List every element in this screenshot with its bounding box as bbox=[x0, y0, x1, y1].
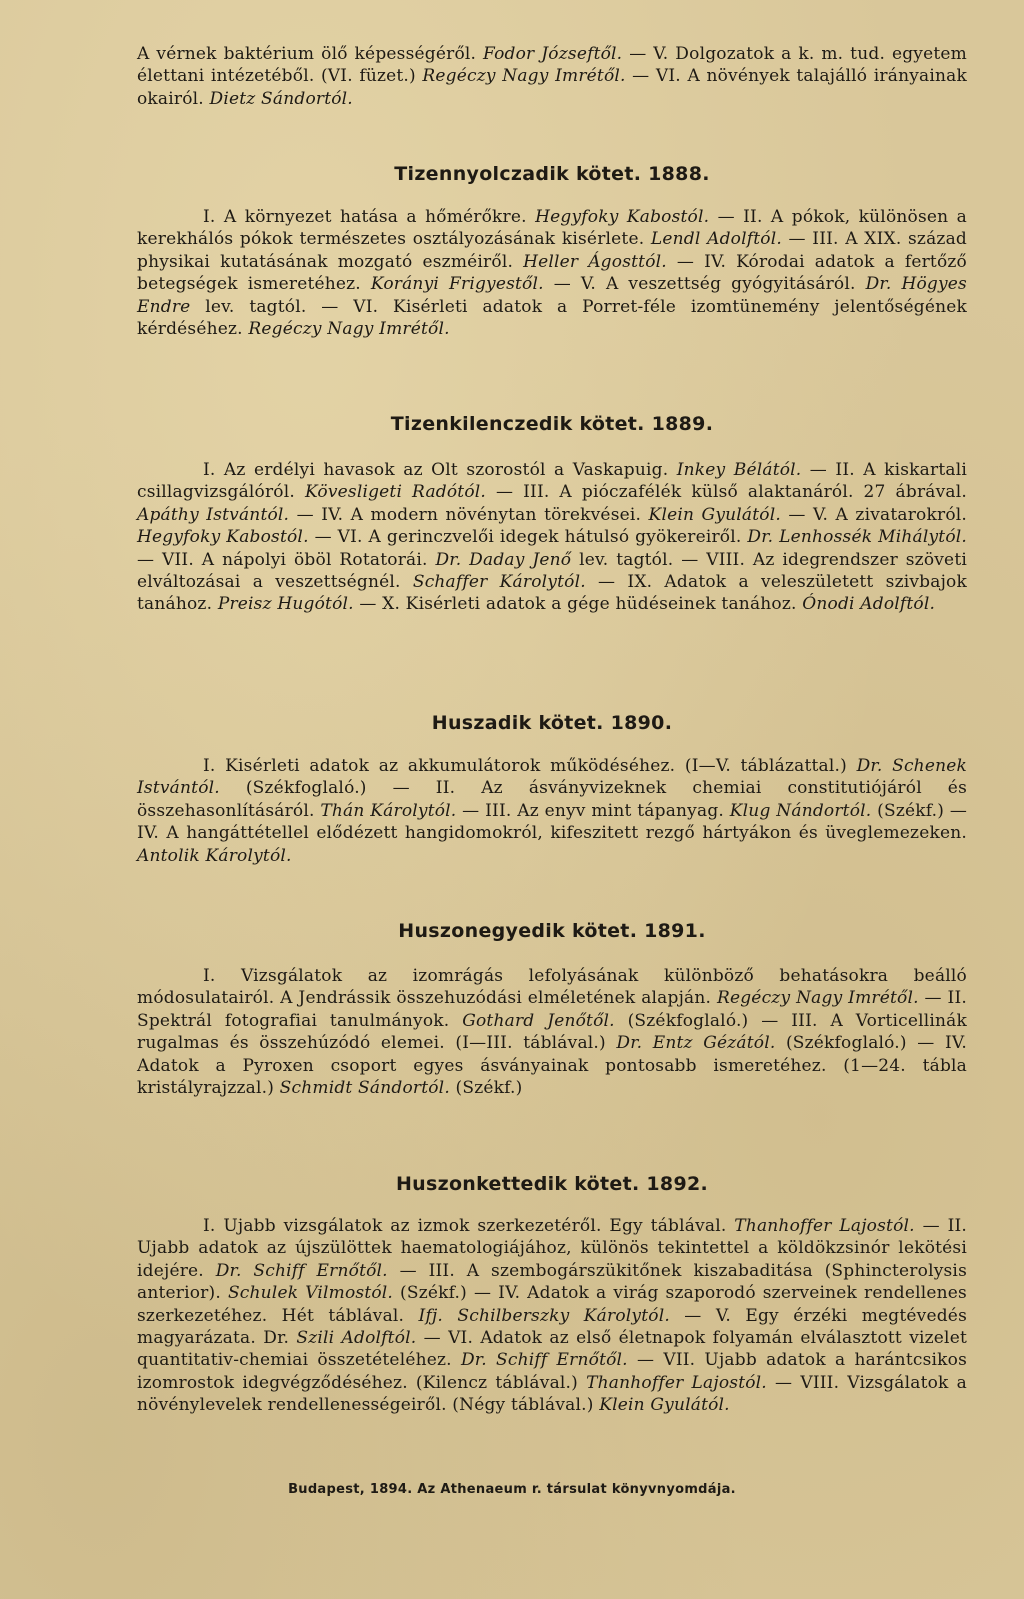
entry-text: — II. Spektrál fotografiai tanulmányok. bbox=[137, 988, 967, 1031]
entry-text: — V. A zivatarokról. bbox=[780, 504, 967, 525]
author-name: Klein Gyulától. bbox=[648, 504, 781, 525]
volume-entries bbox=[137, 459, 967, 616]
volume-heading: Huszonegyedik kötet. 1891. bbox=[398, 920, 706, 942]
author-name: Dr. Schiff Ernőtől. bbox=[215, 1260, 388, 1281]
volume-entries bbox=[137, 965, 967, 1099]
author-name: Dietz Sándortól. bbox=[209, 88, 353, 109]
author-name: Ifj. Schilberszky Károlytól. bbox=[418, 1305, 670, 1326]
entry-text: — VI. A növények talajálló irányainak okairól. bbox=[137, 66, 967, 109]
volume-heading: Huszadik kötet. 1890. bbox=[431, 712, 673, 734]
entry-text: — III. A szembogárszükitőnek kiszabaditása (Sphincterolysis anterior). bbox=[137, 1260, 967, 1304]
entry-text: — IX. Adatok a veleszületett szivbajok tanához. bbox=[137, 572, 967, 615]
volume-heading: Tizennyolczadik kötet. 1888. bbox=[394, 163, 710, 185]
author-name: Fodor Józseftől. bbox=[483, 44, 623, 64]
author-name: Schulek Vilmostól. bbox=[227, 1283, 394, 1304]
page-content bbox=[137, 40, 967, 1460]
author-name: Dr. Schiff Ernőtől. bbox=[460, 1350, 628, 1371]
entry-text: — X. Kisérleti adatok a gége hüdéseinek tanához. bbox=[353, 594, 803, 615]
author-name: Regéczy Nagy Imrétől. bbox=[248, 319, 450, 340]
author-name: Regéczy Nagy Imrétől. bbox=[422, 66, 626, 87]
entry-text: (Székfoglaló.) — II. Az ásványvizeknek chemiai constitutiójáról és összehasonlításáról. bbox=[137, 778, 967, 821]
author-name: Thanhoffer Lajostól. bbox=[734, 1216, 915, 1236]
author-name: Inkey Bélától. bbox=[676, 460, 802, 480]
author-name: Hegyfoky Kabostól. bbox=[137, 527, 309, 548]
printer-footer: Budapest, 1894. Az Athenaeum r. társulat könyvnyomdája. bbox=[288, 1482, 736, 1497]
volume-heading: Huszonkettedik kötet. 1892. bbox=[395, 1173, 709, 1195]
volume-entries bbox=[137, 1215, 967, 1417]
entry-text: A vérnek baktérium ölő képességéről. bbox=[137, 44, 484, 64]
entry-text: — V. A veszettség gyógyitásáról. bbox=[543, 274, 866, 295]
entry-text: I. Kisérleti adatok az akkumulátorok működéséhez. (I—V. táblázattal.) bbox=[203, 756, 857, 776]
author-name: Kövesligeti Radótól. bbox=[304, 482, 487, 503]
entry-text: — VIII. Vizsgálatok a növénylevelek rendellenességeiről. (Négy táblával.) bbox=[137, 1372, 968, 1416]
author-name: Schmidt Sándortól. bbox=[279, 1078, 450, 1099]
author-name: Dr. Schenek Istvántól. bbox=[137, 756, 967, 799]
author-name: Hegyfoky Kabostól. bbox=[535, 207, 710, 227]
entry-text: — III. A pióczafélék külső alaktanáról. 27 ábrával. bbox=[486, 482, 967, 503]
author-name: Dr. Daday Jenő bbox=[435, 549, 572, 570]
volume-entries bbox=[137, 755, 967, 867]
author-name: Dr. Högyes Endre bbox=[137, 274, 967, 317]
author-name: Dr. Lenhossék Mihálytól. bbox=[747, 527, 967, 548]
intro-paragraph bbox=[137, 43, 967, 110]
author-name: Thanhoffer Lajostól. bbox=[586, 1372, 767, 1393]
author-name: Regéczy Nagy Imrétől. bbox=[716, 988, 919, 1009]
entry-text: (Székfoglaló.) — III. A Vorticellinák rugalmas és összehúzódó elemei. (I—III. táblával.) bbox=[137, 1010, 967, 1054]
author-name: Apáthy Istvántól. bbox=[137, 504, 290, 525]
entry-text: — V. Dolgozatok a k. m. tud. egyetem élettani intézetéből. (VI. füzet.) bbox=[137, 44, 967, 87]
volume-entries bbox=[137, 206, 967, 340]
entry-text: — VII. Ujabb adatok a harántcsikos izomrostok idegvégződéséhez. (Kilencz táblával.) bbox=[137, 1350, 967, 1393]
author-name: Ónodi Adolftól. bbox=[802, 594, 936, 615]
author-name: Klein Gyulától. bbox=[599, 1395, 730, 1416]
entry-text: — IV. Kórodai adatok a fertőző betegségek ismeretéhez. bbox=[137, 251, 967, 295]
entry-text: — IV. A modern növénytan törekvései. bbox=[289, 504, 649, 525]
entry-text: — III. Az enyv mint tápanyag. bbox=[456, 800, 730, 821]
entry-text: I. Az erdélyi havasok az Olt szorostól a Vaskapuig. bbox=[203, 460, 677, 480]
author-name: Gothard Jenőtől. bbox=[462, 1010, 615, 1031]
author-name: Thán Károlytól. bbox=[320, 800, 457, 821]
entry-text: — III. A XIX. század physikai kutatásának mozgató eszméiről. bbox=[137, 229, 967, 272]
author-name: Antolik Károlytól. bbox=[137, 845, 292, 866]
entry-text: (Székf.) — IV. A hangáttétellel elődézett hangidomokról, kifeszitett rezgő hártyákon és üveglemezeken. bbox=[137, 800, 968, 844]
entry-text: (Székf.) — IV. Adatok a virág szaporodó szerveinek rendellenes szerkezetéhez. Hét táblával. bbox=[137, 1283, 967, 1326]
author-name: Szili Adolftól. bbox=[296, 1328, 417, 1349]
entry-text: — VII. A nápolyi öböl Rotatorái. bbox=[137, 549, 436, 570]
entry-text: lev. tagtól. — VIII. Az idegrendszer szöveti elváltozásai a veszettségnél. bbox=[137, 549, 967, 593]
entry-text: — II. A kiskartali csillagvizsgálóról. bbox=[137, 460, 967, 503]
entry-text: — II. Ujabb adatok az újszülöttek haematologiájához, különös tekintettel a köldökzsinór lekötési idejére. bbox=[137, 1216, 967, 1281]
entry-text: I. Ujabb vizsgálatok az izmok szerkezetéről. Egy táblával. bbox=[203, 1216, 735, 1236]
entry-text: — II. A pókok, különösen a kerekhálós pókok természetes osztályozásának kisérlete. bbox=[137, 207, 967, 250]
entry-text: I. A környezet hatása a hőmérőkre. bbox=[203, 207, 536, 227]
entry-text: (Székfoglaló.) — IV. Adatok a Pyroxen csoport egyes ásványainak pontosabb ismeretéhez. (1—24. tábla kristályrajzzal.) bbox=[137, 1033, 967, 1099]
entry-text: (Székf.) bbox=[449, 1078, 523, 1099]
entry-text: — VI. Adatok az első életnapok folyamán elválasztott vizelet quantitativ-chemiai összetételéhez. bbox=[137, 1328, 967, 1371]
volume-heading: Tizenkilenczedik kötet. 1889. bbox=[390, 413, 714, 435]
author-name: Preisz Hugótól. bbox=[217, 594, 354, 615]
author-name: Heller Ágosttól. bbox=[523, 251, 667, 272]
author-name: Korányi Frigyestől. bbox=[370, 274, 544, 295]
entry-text: lev. tagtól. — VI. Kisérleti adatok a Porret-féle izomtünemény jelentőségének kérdéséhez. bbox=[137, 296, 967, 340]
author-name: Lendl Adolftól. bbox=[650, 229, 782, 250]
author-name: Schaffer Károlytól. bbox=[412, 572, 586, 593]
entry-text: — V. Egy érzéki megtévedés magyarázata. Dr. bbox=[137, 1305, 967, 1349]
author-name: Klug Nándortól. bbox=[729, 800, 872, 821]
author-name: Dr. Entz Gézától. bbox=[616, 1033, 776, 1054]
entry-text: I. Vizsgálatok az izomrágás lefolyásának különböző behatásokra beálló módosulatairól. A Jendrássik összehuzódási elméletének alapján. bbox=[137, 966, 967, 1009]
entry-text: — VI. A gerinczvelői idegek hátulsó gyökereiről. bbox=[308, 527, 748, 548]
